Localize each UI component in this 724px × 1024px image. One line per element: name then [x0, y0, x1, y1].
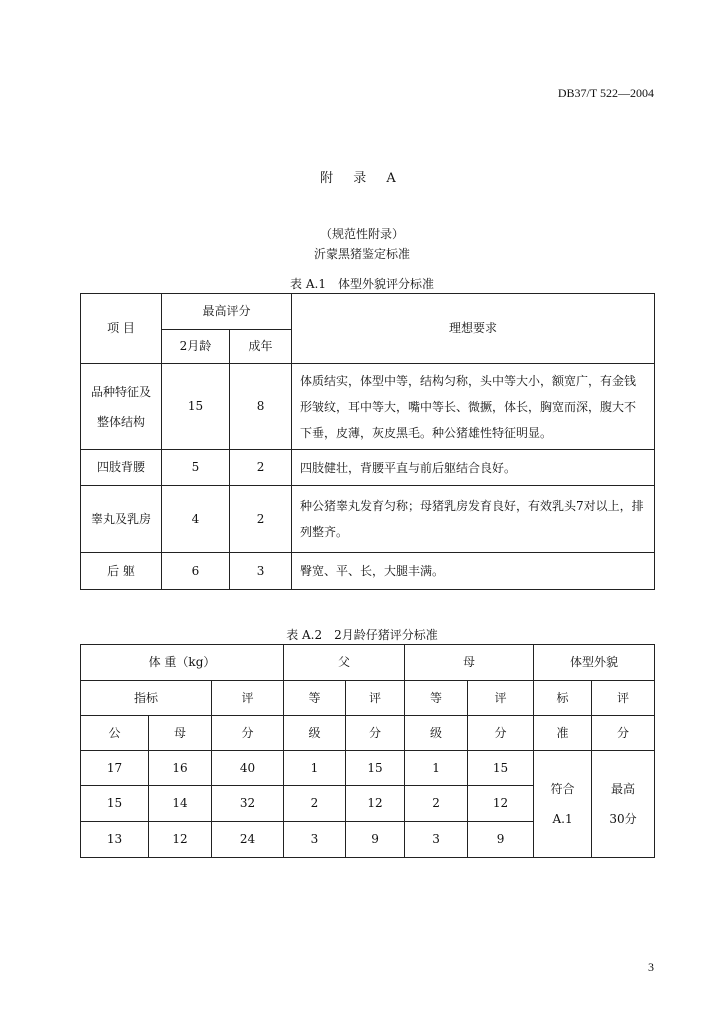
head-mother-score-top: 评	[468, 681, 534, 716]
row-age-2m: 6	[162, 553, 230, 590]
cell-female: 12	[149, 822, 212, 858]
row-item	[81, 364, 162, 450]
table1-caption: 表 A.1 体型外貌评分标准	[290, 277, 434, 291]
row-item: 睾丸及乳房	[81, 486, 162, 553]
appendix-title: 附 录 A	[320, 171, 404, 186]
cell-father-score: 15	[346, 751, 405, 786]
row-requirement: 种公猪睾丸发育匀称；母猪乳房发育良好，有效乳头7对以上，排列整齐。	[292, 486, 655, 553]
cell-appearance-score	[592, 751, 655, 858]
cell-father-score: 9	[346, 822, 405, 858]
cell-score: 40	[212, 751, 284, 786]
table-row	[81, 450, 655, 486]
row-requirement: 体质结实，体型中等，结构匀称，头中等大小，额宽广，有金钱形皱纹，耳中等大，嘴中等长、微撅，体长，胸宽而深，腹大不下垂，皮薄，灰皮黑毛。种公猪雄性特征明显。	[292, 364, 655, 450]
cell-male: 15	[81, 786, 149, 822]
table-row	[81, 486, 655, 553]
document-code: DB37/T 522—2004	[557, 86, 654, 100]
head-requirement: 理想要求	[292, 294, 655, 364]
page-number: 3	[648, 960, 654, 974]
head-std-bottom: 准	[534, 716, 592, 751]
head-weight: 体 重（kg）	[81, 645, 284, 681]
head-father-grade-bottom: 级	[284, 716, 346, 751]
head-father-grade-top: 等	[284, 681, 346, 716]
head-appearance-score-top: 评	[592, 681, 655, 716]
normative-label: （规范性附录）	[319, 227, 404, 241]
head-mother-score-bottom: 分	[468, 716, 534, 751]
cell-mother-grade: 1	[405, 751, 468, 786]
cell-father-score: 12	[346, 786, 405, 822]
cell-father-grade: 1	[284, 751, 346, 786]
head-father-score-top: 评	[346, 681, 405, 716]
row-age-2m: 4	[162, 486, 230, 553]
standard-title: 沂蒙黑猪鉴定标准	[313, 247, 410, 261]
head-score-bottom: 分	[212, 716, 284, 751]
cell-appearance-standard	[534, 751, 592, 858]
head-appearance: 体型外貌	[534, 645, 655, 681]
appearance-score-line2: 30分	[609, 812, 637, 826]
head-appearance-score-bottom: 分	[592, 716, 655, 751]
cell-father-grade: 3	[284, 822, 346, 858]
cell-mother-score: 9	[468, 822, 534, 858]
row-adult: 8	[230, 364, 292, 450]
row-requirement: 四肢健壮，背腰平直与前后躯结合良好。	[292, 450, 655, 486]
head-mother-grade-bottom: 级	[405, 716, 468, 751]
row-age-2m: 5	[162, 450, 230, 486]
head-std-top: 标	[534, 681, 592, 716]
table-row	[81, 553, 655, 590]
cell-mother-grade: 2	[405, 786, 468, 822]
table-row	[81, 751, 655, 786]
row-adult: 2	[230, 450, 292, 486]
cell-mother-score: 12	[468, 786, 534, 822]
head-item: 项 目	[81, 294, 162, 364]
row-item: 四肢背腰	[81, 450, 162, 486]
cell-female: 16	[149, 751, 212, 786]
cell-female: 14	[149, 786, 212, 822]
head-female: 母	[149, 716, 212, 751]
head-score-top: 评	[212, 681, 284, 716]
head-mother-grade-top: 等	[405, 681, 468, 716]
head-adult: 成年	[230, 330, 292, 364]
cell-mother-score: 15	[468, 751, 534, 786]
row-item-line2: 整体结构	[96, 414, 145, 429]
head-age-2m: 2月龄	[162, 330, 230, 364]
appearance-standard-line2: A.1	[552, 812, 573, 826]
head-mother: 母	[405, 645, 534, 681]
cell-male: 13	[81, 822, 149, 858]
head-max-score: 最高评分	[162, 294, 292, 330]
appearance-score-table	[80, 293, 655, 590]
cell-score: 32	[212, 786, 284, 822]
head-father-score-bottom: 分	[346, 716, 405, 751]
row-adult: 2	[230, 486, 292, 553]
appearance-score-line1: 最高	[611, 782, 636, 796]
head-male: 公	[81, 716, 149, 751]
row-item-line1: 品种特征及	[90, 384, 151, 399]
piglet-score-table	[80, 644, 655, 858]
row-adult: 3	[230, 553, 292, 590]
appearance-standard-line1: 符合	[550, 782, 575, 796]
cell-male: 17	[81, 751, 149, 786]
cell-father-grade: 2	[284, 786, 346, 822]
table-row	[81, 364, 655, 450]
head-index: 指标	[81, 681, 212, 716]
head-father: 父	[284, 645, 405, 681]
cell-mother-grade: 3	[405, 822, 468, 858]
row-age-2m: 15	[162, 364, 230, 450]
row-requirement: 臀宽、平、长，大腿丰满。	[292, 553, 655, 590]
table2-caption: 表 A.2 2月龄仔猪评分标准	[286, 628, 438, 642]
row-item: 后 躯	[81, 553, 162, 590]
cell-score: 24	[212, 822, 284, 858]
